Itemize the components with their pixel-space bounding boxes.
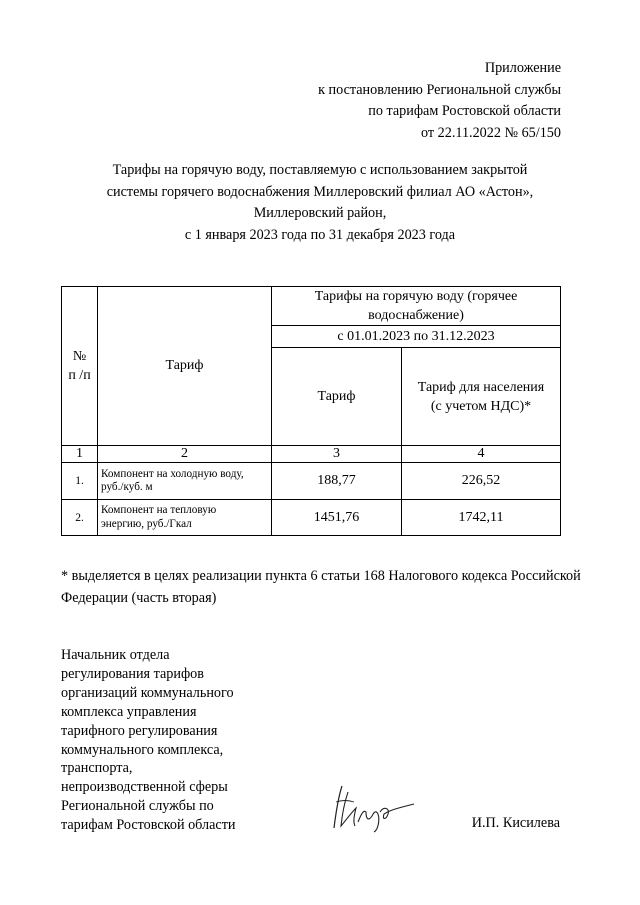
- annex-header: [318, 58, 561, 144]
- index-cell: 2: [98, 446, 272, 463]
- signatory-name: И.П. Кисилева: [471, 815, 560, 831]
- header-number: № п /п: [62, 287, 98, 446]
- handwritten-signature: [328, 782, 420, 834]
- position-line: тарифного регулирования: [61, 722, 218, 739]
- row-number: 1.: [62, 463, 98, 500]
- row-tariff-value: 1451,76: [272, 500, 402, 536]
- position-line: организаций коммунального: [61, 684, 234, 701]
- footnote: * выделяется в целях реализации пункта 6 статьи 168 Налогового кодекса Российской Федерации (часть вторая): [61, 568, 581, 606]
- header-sub-population: Тариф для населения (с учетом НДС)*: [402, 348, 561, 446]
- position-line: тарифам Ростовской области: [61, 817, 236, 834]
- document-title: [0, 160, 640, 247]
- annex-line: к постановлению Региональной службы: [318, 81, 561, 98]
- position-line: Региональной службы по: [61, 798, 214, 815]
- position-line: непроизводственной сферы: [61, 779, 228, 796]
- row-number: 2.: [62, 500, 98, 536]
- position-line: транспорта,: [61, 760, 133, 777]
- header-sub-tariff: Тариф: [272, 348, 402, 446]
- row-population-value: 1742,11: [402, 500, 561, 536]
- header-hot-water-tariffs: Тарифы на горячую воду (горячее водоснабжение): [272, 287, 561, 326]
- title-line: Тарифы на горячую воду, поставляемую с использованием закрытой: [112, 162, 528, 178]
- table-row: [62, 500, 561, 536]
- row-population-value: 226,52: [402, 463, 561, 500]
- index-cell: 1: [62, 446, 98, 463]
- header-tariff: Тариф: [98, 287, 272, 446]
- row-name: Компонент на тепловую энергию, руб./Гкал: [98, 500, 272, 536]
- annex-line: Приложение: [484, 60, 561, 76]
- row-name: Компонент на холодную воду, руб./куб. м: [98, 463, 272, 500]
- position-line: коммунального комплекса,: [61, 741, 224, 758]
- header-period: с 01.01.2023 по 31.12.2023: [272, 326, 561, 348]
- index-cell: 3: [272, 446, 402, 463]
- title-line: с 1 января 2023 года по 31 декабря 2023 года: [184, 227, 456, 244]
- title-line: Миллеровский район,: [253, 205, 387, 222]
- position-line: регулирования тарифов: [61, 665, 204, 682]
- index-cell: 4: [402, 446, 561, 463]
- signatory-position: [61, 646, 236, 835]
- annex-line: по тарифам Ростовской области: [368, 103, 561, 119]
- position-line: Начальник отдела: [61, 647, 170, 663]
- annex-line: от 22.11.2022 № 65/150: [420, 124, 561, 141]
- position-line: комплекса управления: [61, 703, 197, 720]
- table-row: [62, 463, 561, 500]
- title-line: системы горячего водоснабжения Миллеровский филиал АО «Астон»,: [106, 183, 534, 200]
- row-tariff-value: 188,77: [272, 463, 402, 500]
- tariffs-table: [61, 286, 561, 536]
